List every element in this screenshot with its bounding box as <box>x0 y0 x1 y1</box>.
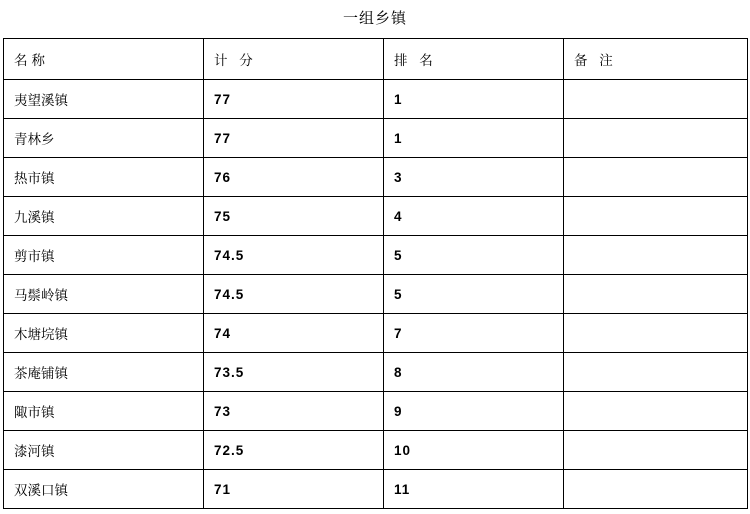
cell-score: 77 <box>204 119 384 158</box>
table-row <box>4 314 748 353</box>
cell-score: 74 <box>204 314 384 353</box>
cell-name: 陬市镇 <box>4 392 204 431</box>
column-header-note: 备 注 <box>564 39 748 80</box>
table-row <box>4 158 748 197</box>
cell-score: 71 <box>204 470 384 509</box>
cell-score: 73.5 <box>204 353 384 392</box>
cell-name: 马鬃岭镇 <box>4 275 204 314</box>
cell-score: 72.5 <box>204 431 384 470</box>
cell-name: 剪市镇 <box>4 236 204 275</box>
cell-rank: 3 <box>384 158 564 197</box>
cell-rank: 7 <box>384 314 564 353</box>
cell-note <box>564 275 748 314</box>
cell-score: 74.5 <box>204 275 384 314</box>
table-row <box>4 236 748 275</box>
cell-note <box>564 236 748 275</box>
cell-note <box>564 314 748 353</box>
cell-note <box>564 392 748 431</box>
table-row <box>4 119 748 158</box>
cell-rank: 1 <box>384 119 564 158</box>
cell-name: 木塘垸镇 <box>4 314 204 353</box>
cell-name: 热市镇 <box>4 158 204 197</box>
table-row <box>4 353 748 392</box>
column-header-name: 名称 <box>4 39 204 80</box>
column-header-score: 计 分 <box>204 39 384 80</box>
cell-rank: 1 <box>384 80 564 119</box>
cell-score: 73 <box>204 392 384 431</box>
table-header <box>4 39 748 80</box>
cell-note <box>564 353 748 392</box>
cell-name: 双溪口镇 <box>4 470 204 509</box>
score-table <box>3 38 748 509</box>
table-row <box>4 431 748 470</box>
table-row <box>4 470 748 509</box>
cell-name: 漆河镇 <box>4 431 204 470</box>
table-row <box>4 392 748 431</box>
cell-note <box>564 158 748 197</box>
cell-rank: 4 <box>384 197 564 236</box>
cell-note <box>564 119 748 158</box>
cell-name: 夷望溪镇 <box>4 80 204 119</box>
table-row <box>4 80 748 119</box>
table-header-row <box>4 39 748 80</box>
cell-rank: 9 <box>384 392 564 431</box>
table-row <box>4 197 748 236</box>
cell-name: 青林乡 <box>4 119 204 158</box>
page-title: 一组乡镇 <box>342 10 407 27</box>
cell-score: 76 <box>204 158 384 197</box>
cell-score: 77 <box>204 80 384 119</box>
cell-note <box>564 197 748 236</box>
cell-rank: 8 <box>384 353 564 392</box>
cell-name: 九溪镇 <box>4 197 204 236</box>
cell-name: 茶庵铺镇 <box>4 353 204 392</box>
cell-rank: 5 <box>384 236 564 275</box>
table-body <box>4 80 748 509</box>
cell-note <box>564 80 748 119</box>
table-row <box>4 275 748 314</box>
cell-score: 74.5 <box>204 236 384 275</box>
cell-note <box>564 431 748 470</box>
cell-rank: 10 <box>384 431 564 470</box>
column-header-rank: 排 名 <box>384 39 564 80</box>
cell-score: 75 <box>204 197 384 236</box>
cell-note <box>564 470 748 509</box>
cell-rank: 11 <box>384 470 564 509</box>
cell-rank: 5 <box>384 275 564 314</box>
